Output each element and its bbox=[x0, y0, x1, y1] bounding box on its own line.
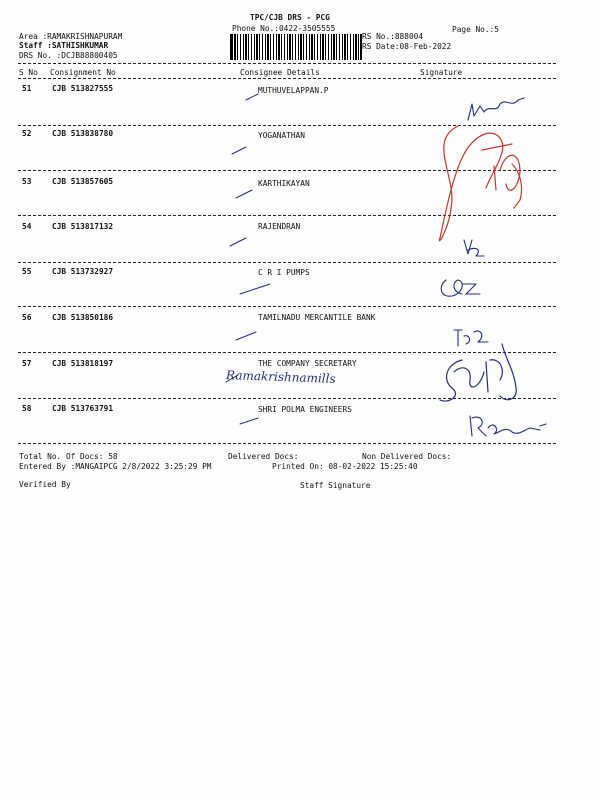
row-sno: 57 bbox=[22, 359, 32, 368]
area-label: Area :RAMAKRISHNAPURAM bbox=[19, 32, 123, 41]
staff-label: Staff :SATHISHKUMAR bbox=[19, 41, 109, 50]
row-sno: 52 bbox=[22, 129, 32, 138]
verified-by: Verified By bbox=[19, 480, 71, 489]
row-consignment: CJB 513850186 bbox=[52, 313, 114, 322]
row-consignment: CJB 513827555 bbox=[52, 84, 114, 93]
row-sno: 51 bbox=[22, 84, 32, 93]
row-consignee: RAJENDRAN bbox=[258, 222, 301, 231]
row-consignee: THE COMPANY SECRETARY bbox=[258, 359, 357, 368]
row-consignment: CJB 513838780 bbox=[52, 129, 114, 138]
entered-by: Entered By :MANGAIPCG 2/8/2022 3:25:29 PM bbox=[19, 462, 212, 471]
row-sno: 58 bbox=[22, 404, 32, 413]
row-consignment: CJB 513857605 bbox=[52, 177, 114, 186]
phone-number: Phone No.:0422-3505555 bbox=[232, 24, 336, 33]
row-consignee: KARTHIKAYAN bbox=[258, 179, 310, 188]
row-consignment: CJB 513817132 bbox=[52, 222, 114, 231]
row-consignee: SHRI POLMA ENGINEERS bbox=[258, 405, 352, 414]
col-sno: S No bbox=[19, 68, 38, 77]
row-consignment: CJB 513763791 bbox=[52, 404, 114, 413]
document-title: TPC/CJB DRS - PCG bbox=[250, 13, 330, 22]
col-signature: Signature bbox=[420, 68, 463, 77]
total-docs: Total No. Of Docs: 58 bbox=[19, 452, 118, 461]
rs-number: RS No.:888004 bbox=[362, 32, 424, 41]
row-sno: 54 bbox=[22, 222, 32, 231]
row-sno: 53 bbox=[22, 177, 32, 186]
col-consignment: Consignment No bbox=[50, 68, 116, 77]
non-delivered-docs: Non Delivered Docs: bbox=[362, 452, 452, 461]
row-consignment: CJB 513732927 bbox=[52, 267, 114, 276]
rs-date: RS Date:08-Feb-2022 bbox=[362, 42, 452, 51]
row-sno: 56 bbox=[22, 313, 32, 322]
row-consignee: C R I PUMPS bbox=[258, 268, 310, 277]
handwritten-note: Ramakrishnamills bbox=[225, 368, 336, 386]
drs-number: DRS No. :DCJB88800405 bbox=[19, 51, 118, 60]
row-sno: 55 bbox=[22, 267, 32, 276]
printed-on: Printed On: 08-02-2022 15:25:40 bbox=[272, 462, 418, 471]
row-consignment: CJB 513818197 bbox=[52, 359, 114, 368]
page-number: Page No.:5 bbox=[452, 25, 499, 34]
staff-signature: Staff Signature bbox=[300, 481, 371, 490]
row-consignee: YOGANATHAN bbox=[258, 131, 305, 140]
delivered-docs: Delivered Docs: bbox=[228, 452, 299, 461]
col-consignee: Consignee Details bbox=[240, 68, 320, 77]
row-consignee: TAMILNADU MERCANTILE BANK bbox=[258, 313, 376, 322]
row-consignee: MUTHUVELAPPAN.P bbox=[258, 86, 329, 95]
